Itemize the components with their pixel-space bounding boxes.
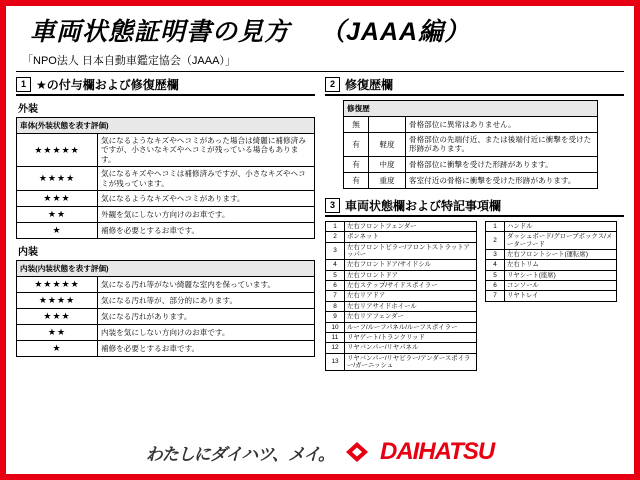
rating-desc: 補修を必要とするお車です。	[98, 223, 315, 239]
rating-desc: 気になる汚れ等が、部分的にあります。	[98, 293, 315, 309]
section1-heading: ★の付与欄および修復歴欄	[36, 78, 179, 92]
daihatsu-logo-icon	[344, 441, 370, 463]
column-left	[16, 76, 315, 371]
part-name: 左右フロントドア	[345, 270, 477, 280]
page-title	[16, 12, 624, 48]
table-row	[17, 293, 315, 309]
table-row	[326, 221, 477, 231]
page-title-main: 車両状態証明書の見方	[30, 18, 291, 46]
part-name: 左右リアサイドホイール	[345, 301, 477, 311]
table-row	[326, 281, 477, 291]
table-row	[17, 277, 315, 293]
content-columns	[16, 76, 624, 371]
part-no: 9	[326, 312, 345, 322]
rating-stars: ★★★★★	[17, 277, 98, 293]
table-row	[17, 309, 315, 325]
part-name: リヤゲート/トランクリッド	[345, 332, 477, 342]
rating-stars: ★	[17, 341, 98, 357]
table-row	[486, 291, 617, 301]
title-divider	[16, 71, 624, 72]
repair-mark: 有	[344, 172, 369, 188]
table-row	[17, 261, 315, 277]
table-row	[17, 118, 315, 134]
repair-level: 重度	[369, 172, 406, 188]
part-name: 左右フロントドア/サイドシル	[345, 260, 477, 270]
part-no: 6	[326, 281, 345, 291]
part-no: 12	[326, 343, 345, 353]
exterior-table	[16, 117, 315, 239]
interior-label: 内装	[18, 247, 38, 259]
page-subtitle: 「NPO法人 日本自動車鑑定協会（JAAA）」	[22, 55, 236, 67]
exterior-label: 外装	[18, 104, 38, 115]
repair-history-table	[343, 100, 598, 189]
part-no: 4	[486, 260, 505, 270]
interior-table-header: 内装(内装状態を表す評価)	[17, 261, 315, 277]
table-row	[17, 341, 315, 357]
part-no: 2	[486, 232, 505, 250]
table-row	[486, 281, 617, 291]
table-row	[17, 134, 315, 167]
slogan-text: わたしにダイハツ、メイ。	[145, 444, 335, 464]
table-row	[17, 207, 315, 223]
rating-desc: 内装を気にしない方向けのお車です。	[98, 325, 315, 341]
section3-header	[325, 197, 624, 217]
page-title-suffix: （JAAA編）	[320, 18, 471, 46]
part-no: 5	[486, 270, 505, 280]
part-no: 11	[326, 332, 345, 342]
section2-heading: 修復歴欄	[345, 78, 394, 92]
section3-heading: 車両状態欄および特記事項欄	[345, 198, 502, 213]
table-row	[326, 232, 477, 242]
parts-table-interior	[485, 221, 617, 302]
table-row	[326, 242, 477, 260]
section1-number: 1	[16, 77, 31, 92]
part-no: 2	[326, 232, 345, 242]
parts-table-exterior	[325, 221, 477, 371]
part-no: 10	[326, 322, 345, 332]
table-row	[326, 270, 477, 280]
table-row	[486, 221, 617, 231]
rating-desc: 外観を気にしない方向けのお車です。	[98, 207, 315, 223]
repair-level	[369, 117, 406, 133]
rating-stars: ★★★★	[17, 167, 98, 191]
table-row	[486, 260, 617, 270]
repair-mark: 無	[344, 117, 369, 133]
part-name: 左右フロントシート(運転席)	[505, 250, 617, 260]
column-right	[325, 76, 624, 371]
table-row	[326, 343, 477, 353]
part-no: 7	[486, 291, 505, 301]
repair-level: 軽度	[369, 133, 406, 157]
interior-table	[16, 260, 315, 357]
part-name: 左右フロントフェンダー	[345, 221, 477, 231]
part-name: コンソール	[505, 281, 617, 291]
table-row	[486, 250, 617, 260]
table-row	[326, 322, 477, 332]
part-no: 3	[326, 242, 345, 260]
part-name: ルーフ/ルーフパネル/ルーフスポイラー	[345, 322, 477, 332]
part-name: 左右リアフェンダー	[345, 312, 477, 322]
rating-desc: 補修を必要とするお車です。	[98, 341, 315, 357]
rating-desc: 気になるキズやヘコミは補修済みですが、小さなキズやヘコミが残っています。	[98, 167, 315, 191]
part-name: 左右リアドア	[345, 291, 477, 301]
rating-stars: ★	[17, 223, 98, 239]
repair-mark: 有	[344, 156, 369, 172]
repair-desc: 客室付近の骨格に衝撃を受けた形跡があります。	[406, 172, 598, 188]
rating-desc: 気になる汚れ等がない綺麗な室内を保っています。	[98, 277, 315, 293]
table-row	[326, 301, 477, 311]
parts-tables	[325, 221, 624, 371]
part-no: 1	[486, 221, 505, 231]
part-name: ハンドル	[505, 221, 617, 231]
part-name: 左右ステップ/サイドスポイラー	[345, 281, 477, 291]
table-row	[17, 223, 315, 239]
table-row	[326, 353, 477, 371]
table-row	[326, 312, 477, 322]
section1-header	[16, 76, 315, 96]
part-name: 左右トリム	[505, 260, 617, 270]
rating-stars: ★★★★★	[17, 134, 98, 167]
rating-stars: ★★★★	[17, 293, 98, 309]
table-row	[344, 133, 598, 157]
table-row	[344, 156, 598, 172]
brand-text: DAIHATSU	[380, 438, 495, 465]
exterior-table-header: 車体(外装状態を表す評価)	[17, 118, 315, 134]
part-name: 左右フロントピラー/フロントストラットアッパー	[345, 242, 477, 260]
table-row	[17, 325, 315, 341]
rating-desc: 気になるようなキズやヘコミがあった場合は綺麗に補修済みですが、小さいなキズやヘコミが残っている場合もあります。	[98, 134, 315, 167]
table-row	[326, 291, 477, 301]
part-no: 3	[486, 250, 505, 260]
repair-level: 中度	[369, 156, 406, 172]
table-row	[326, 332, 477, 342]
part-name: リヤトレイ	[505, 291, 617, 301]
document-inner	[6, 6, 634, 474]
rating-desc: 気になる汚れがあります。	[98, 309, 315, 325]
table-row	[344, 101, 598, 117]
part-name: ダッシュボード/グローブボックス/メーターフード	[505, 232, 617, 250]
table-row	[17, 191, 315, 207]
table-row	[486, 270, 617, 280]
table-row	[486, 232, 617, 250]
section2-header	[325, 76, 624, 96]
repair-desc: 骨格部位の先端付近、または後端付近に衝撃を受けた形跡があります。	[406, 133, 598, 157]
part-name: リヤシート(座席)	[505, 270, 617, 280]
part-no: 13	[326, 353, 345, 371]
part-name: リヤバンパー/リヤパネル	[345, 343, 477, 353]
part-no: 1	[326, 221, 345, 231]
table-row	[17, 167, 315, 191]
footer	[6, 438, 634, 466]
rating-desc: 気になるようなキズやヘコミがあります。	[98, 191, 315, 207]
repair-desc: 骨格部位に衝撃を受けた形跡があります。	[406, 156, 598, 172]
part-no: 5	[326, 270, 345, 280]
part-no: 8	[326, 301, 345, 311]
part-no: 7	[326, 291, 345, 301]
section2-number: 2	[325, 77, 340, 92]
rating-stars: ★★★	[17, 191, 98, 207]
section3-number: 3	[325, 198, 340, 213]
part-no: 6	[486, 281, 505, 291]
part-no: 4	[326, 260, 345, 270]
table-row	[344, 172, 598, 188]
table-row	[344, 117, 598, 133]
rating-stars: ★★★	[17, 309, 98, 325]
rating-stars: ★★	[17, 207, 98, 223]
repair-table-header: 修復歴	[344, 101, 598, 117]
table-row	[326, 260, 477, 270]
part-name: リヤバンパー/リヤピラー/アンダースポイラー/ガーニッシュ	[345, 353, 477, 371]
repair-mark: 有	[344, 133, 369, 157]
part-name: ボンネット	[345, 232, 477, 242]
rating-stars: ★★	[17, 325, 98, 341]
repair-desc: 骨格部位に異常はありません。	[406, 117, 598, 133]
